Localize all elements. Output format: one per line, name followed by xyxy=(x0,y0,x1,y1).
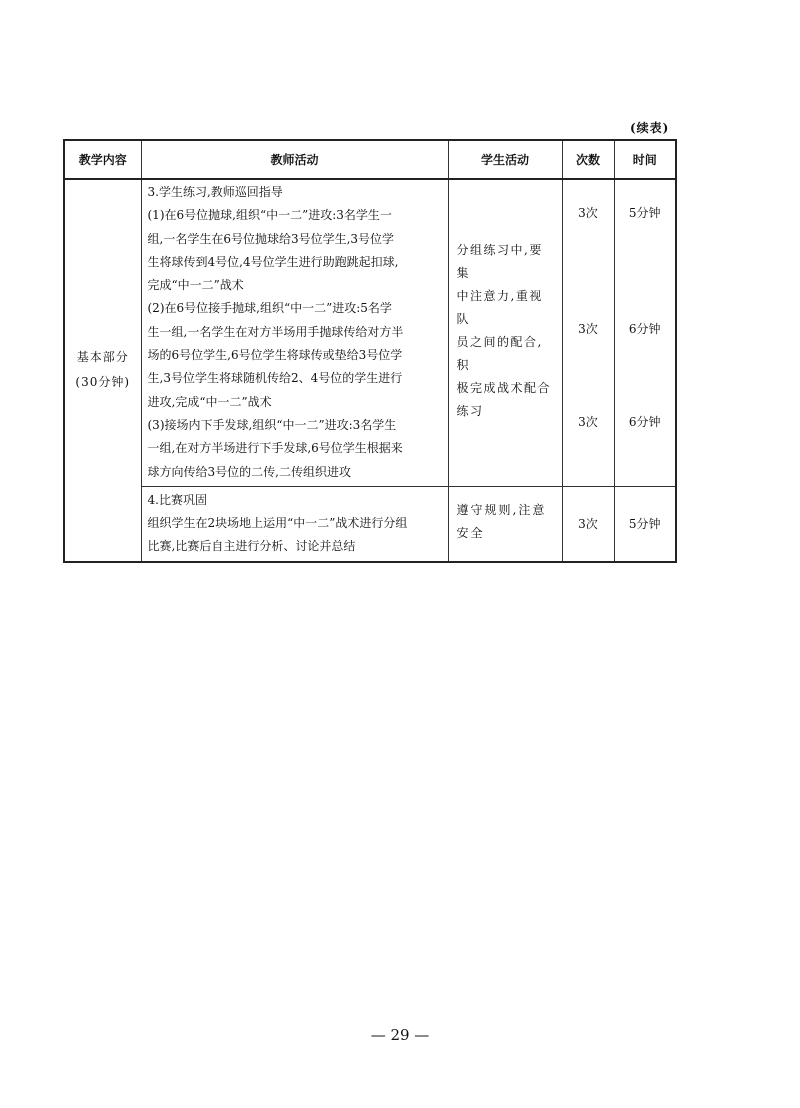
time-value: 5分钟 xyxy=(628,206,661,220)
time-cell-block4 xyxy=(614,486,676,561)
header-count: 次数 xyxy=(562,140,614,179)
header-teacher-activity: 教师活动 xyxy=(141,140,448,179)
student-line: 分组练习中,要集 xyxy=(456,242,543,280)
count-cell-block4 xyxy=(562,486,614,561)
student-line: 遵守规则,注意 xyxy=(456,502,547,517)
continued-label: (续表) xyxy=(630,121,670,135)
block4-line: 比赛,比赛后自主进行分析、讨论并总结 xyxy=(147,539,356,554)
student-line: 练习 xyxy=(456,403,484,418)
table-row xyxy=(64,486,676,561)
header-student-activity: 学生活动 xyxy=(448,140,562,179)
student-line: 员之间的配合,积 xyxy=(456,334,543,372)
block3-line: 生,3号位学生将球随机传给2、4号位的学生进行 xyxy=(147,371,403,386)
section-cell xyxy=(64,179,141,562)
teacher-activity-block3 xyxy=(141,179,448,486)
section-name: 基本部分 xyxy=(76,350,129,365)
block3-line: (3)接场内下手发球,组织“中一二”进攻:3名学生 xyxy=(147,417,397,432)
time-cell-block3 xyxy=(614,179,676,486)
student-activity-block4 xyxy=(448,486,562,561)
time-value: 6分钟 xyxy=(628,415,661,429)
student-line: 安全 xyxy=(456,525,485,540)
table-row xyxy=(64,179,676,486)
student-line: 中注意力,重视队 xyxy=(456,288,543,326)
count-value: 3次 xyxy=(578,415,598,429)
header-time: 时间 xyxy=(614,140,676,179)
block3-title: 3.学生练习,教师巡回指导 xyxy=(147,185,283,199)
student-line: 极完成战术配合 xyxy=(456,380,552,395)
block3-line: 场的6号位学生,6号位学生将球传或垫给3号位学 xyxy=(147,348,403,363)
count-value: 3次 xyxy=(578,517,598,532)
time-value: 6分钟 xyxy=(628,322,661,336)
block3-line: 完成“中一二”战术 xyxy=(147,278,244,293)
block3-line: (1)在6号位抛球,组织“中一二”进攻:3名学生一 xyxy=(147,208,392,223)
student-activity-block3 xyxy=(448,179,562,486)
count-value: 3次 xyxy=(578,206,598,220)
block3-line: 进攻,完成“中一二”战术 xyxy=(147,394,272,409)
header-content: 教学内容 xyxy=(64,140,141,179)
time-value: 5分钟 xyxy=(628,517,661,532)
page-number: — 29 — xyxy=(370,1026,430,1044)
section-duration: (30分钟) xyxy=(75,375,131,390)
lesson-plan-table xyxy=(63,139,677,563)
block3-line: 组,一名学生在6号位抛球给3号位学生,3号位学 xyxy=(147,231,395,246)
block4-title: 4.比赛巩固 xyxy=(147,492,207,507)
count-cell-block3 xyxy=(562,179,614,486)
block3-line: 生将球传到4号位,4号位学生进行助跑跳起扣球, xyxy=(147,254,399,269)
block3-line: 球方向传给3号位的二传,二传组织进攻 xyxy=(147,464,351,479)
block3-line: 一组,在对方半场进行下手发球,6号位学生根据来 xyxy=(147,441,403,456)
table-header-row xyxy=(64,140,676,179)
count-value: 3次 xyxy=(578,322,598,336)
teacher-activity-block4 xyxy=(141,486,448,561)
block3-line: (2)在6号位接手抛球,组织“中一二”进攻:5名学 xyxy=(147,301,392,316)
block3-line: 生一组,一名学生在对方半场用手抛球传给对方半 xyxy=(147,324,404,339)
block4-line: 组织学生在2块场地上运用“中一二”战术进行分组 xyxy=(147,516,408,531)
